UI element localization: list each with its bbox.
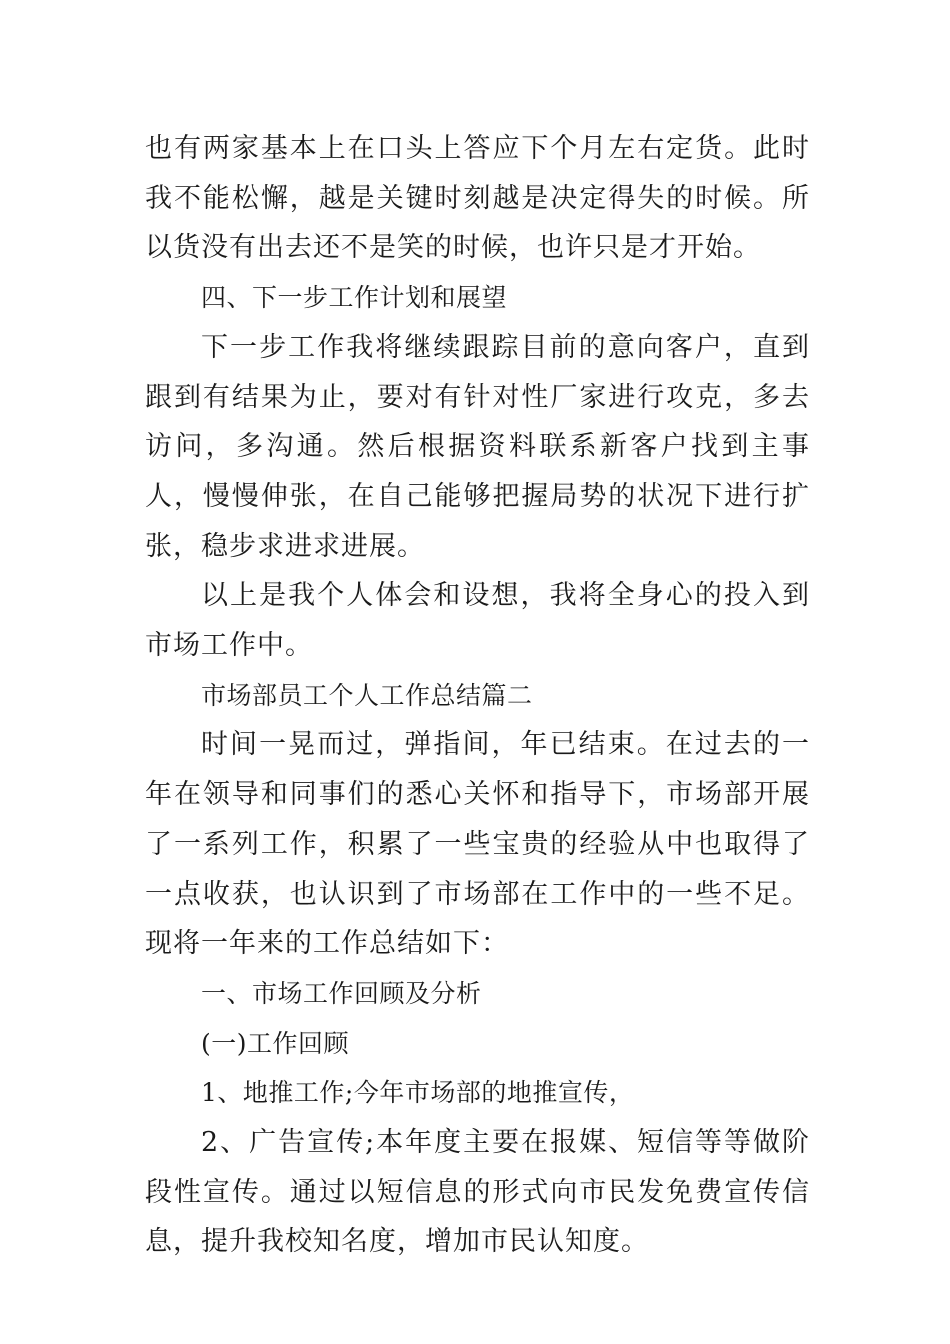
list-item-ground-promotion: 1、地推工作;今年市场部的地推宣传， [201, 1078, 635, 1108]
section-heading-review: 一、市场工作回顾及分析 [201, 978, 482, 1008]
paragraph-conclusion: 以上是我个人体会和设想，我将全身心的投入到市场工作中。 [145, 580, 810, 662]
paragraph-intro: 时间一晃而过，弹指间，年已结束。在过去的一年在领导和同事们的悉心关怀和指导下，市场部开展了一系列工作，积累了一些宝贵的经验从中也取得了一点收获，也认识到了市场部在工作中的一些不足。现将一年来的工作总结如下： [145, 729, 810, 960]
section-heading-next-plan: 四、下一步工作计划和展望 [201, 283, 508, 313]
subsection-heading-review: (一)工作回顾 [201, 1028, 350, 1058]
list-item-advertising: 2、广告宣传;本年度主要在报媒、短信等等做阶段性宣传。通过以短信息的形式向市民发免费宣传信息，提升我校知名度，增加市民认知度。 [145, 1127, 810, 1258]
document-body [145, 124, 810, 1267]
paragraph-next-plan: 下一步工作我将继续跟踪目前的意向客户，直到跟到有结果为止，要对有针对性厂家进行攻克，多去访问，多沟通。然后根据资料联系新客户找到主事人，慢慢伸张，在自己能够把握局势的状况下进行扩张，稳步求进求进展。 [145, 331, 810, 562]
paragraph-continuation: 也有两家基本上在口头上答应下个月左右定货。此时我不能松懈，越是关键时刻越是决定得失的时候。所以货没有出去还不是笑的时候，也许只是才开始。 [145, 133, 810, 264]
article-title-part-two: 市场部员工个人工作总结篇二 [201, 680, 533, 710]
